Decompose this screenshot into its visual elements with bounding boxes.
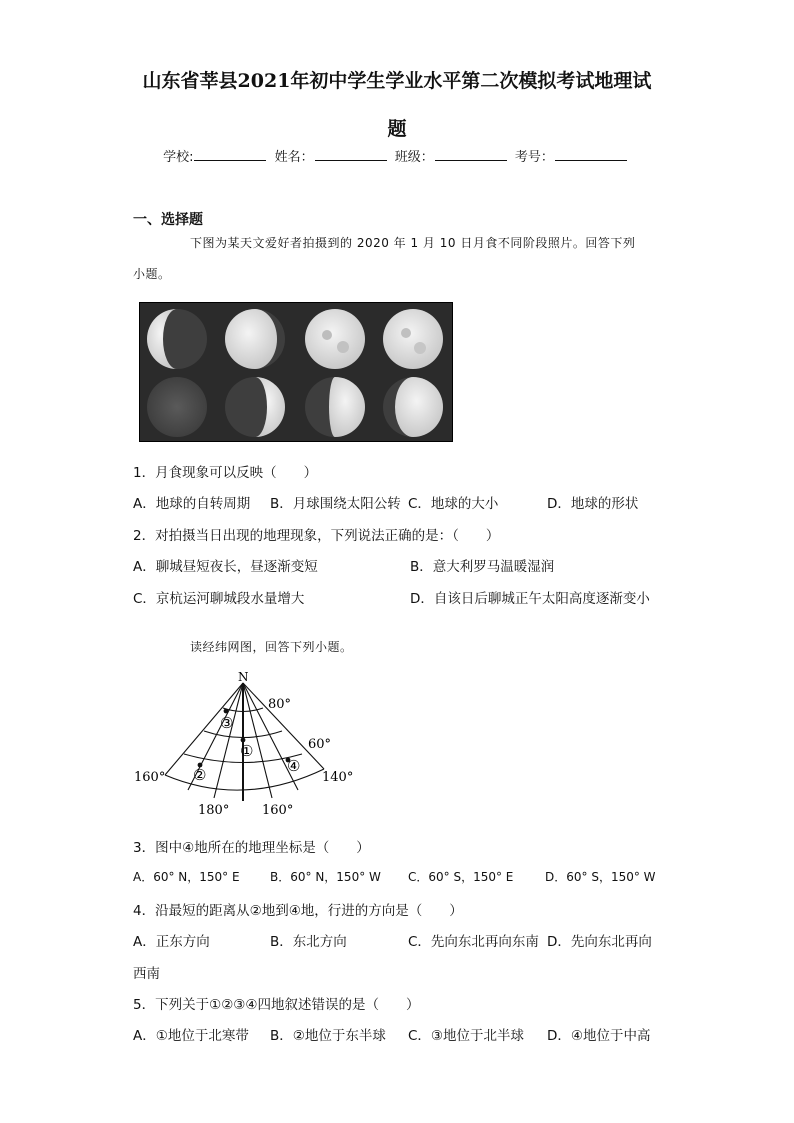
intro-text-line1: 下图为某天文爱好者拍摄到的 2020 年 1 月 10 日月食不同阶段照片。回答下列 [190, 236, 636, 250]
question-5-options [0, 1024, 794, 1046]
q1-option-a[interactable]: A．地球的自转周期 [133, 496, 251, 512]
q5-option-a[interactable]: A．①地位于北寒带 [133, 1028, 249, 1044]
lat-60-label: 60° [308, 737, 332, 752]
q5-option-b[interactable]: B．②地位于东半球 [270, 1028, 386, 1044]
q4-option-d[interactable]: D．先向东北再向 [547, 934, 652, 950]
q1-option-d[interactable]: D．地球的形状 [547, 496, 639, 512]
question-1-options [0, 492, 794, 514]
moon-phase-5 [147, 377, 207, 437]
q2-option-d[interactable]: D．自该日后聊城正午太阳高度逐渐变小 [410, 591, 650, 607]
school-blank [194, 148, 266, 161]
name-label: 姓名： [274, 150, 314, 165]
graticule-diagram [130, 668, 370, 826]
q2-option-b[interactable]: B．意大利罗马温暖湿润 [410, 559, 555, 575]
q1-option-c[interactable]: C．地球的大小 [408, 496, 499, 512]
question-4-options [0, 930, 794, 952]
q5-option-d[interactable]: D．④地位于中高 [547, 1028, 651, 1044]
question-3-options [0, 868, 794, 890]
q2-option-a[interactable]: A．聊城昼短夜长，昼逐渐变短 [133, 559, 318, 575]
moon-phase-3 [305, 309, 365, 369]
q4-option-d-continuation: 西南 [133, 966, 160, 982]
point-4-label: ④ [287, 757, 301, 775]
lon-160-bottom-label: 160° [262, 803, 294, 818]
lon-160-left-label: 160° [134, 770, 166, 785]
student-info-line [0, 146, 794, 165]
page-title-line2: 题 [387, 118, 407, 140]
exam-no-blank [555, 148, 627, 161]
name-blank [315, 148, 387, 161]
q4-option-a[interactable]: A．正东方向 [133, 934, 210, 950]
point-1-label: ① [240, 742, 254, 760]
lunar-eclipse-photo [139, 302, 453, 442]
section-title: 一、选择题 [133, 212, 203, 228]
intro-text-line2: 小题。 [133, 267, 171, 281]
moon-phase-7 [305, 377, 365, 437]
question-2-stem: 2．对拍摄当日出现的地理现象，下列说法正确的是：（ ） [133, 528, 500, 544]
moon-phase-6 [225, 377, 285, 437]
question-2-options-row1 [0, 555, 794, 577]
question-5-stem: 5．下列关于①②③④四地叙述错误的是（ ） [133, 997, 420, 1013]
class-blank [435, 148, 507, 161]
school-label: 学校: [163, 150, 194, 165]
q3-option-b[interactable]: B．60° N，150° W [270, 870, 381, 884]
point-2-label: ② [193, 766, 207, 784]
q5-option-c[interactable]: C．③地位于北半球 [408, 1028, 525, 1044]
q1-option-b[interactable]: B．月球围绕太阳公转 [270, 496, 401, 512]
moon-phase-8 [383, 377, 443, 437]
moon-phase-1 [147, 309, 207, 369]
question-1-stem: 1．月食现象可以反映（ ） [133, 465, 318, 481]
q3-option-d[interactable]: D．60° S，150° W [545, 870, 656, 884]
question-3-stem: 3．图中④地所在的地理坐标是（ ） [133, 840, 370, 856]
q4-option-b[interactable]: B．东北方向 [270, 934, 347, 950]
point-3-label: ③ [220, 714, 234, 732]
q2-option-c[interactable]: C．京杭运河聊城段水量增大 [133, 591, 305, 607]
q3-option-a[interactable]: A．60° N，150° E [133, 870, 240, 884]
q3-option-c[interactable]: C．60° S，150° E [408, 870, 514, 884]
question-2-options-row2 [0, 587, 794, 609]
page-title: 山东省莘县2021年初中学生学业水平第二次模拟考试地理试 [142, 70, 652, 92]
graticule-map [130, 668, 370, 830]
moon-phase-2 [225, 309, 285, 369]
q4-option-c[interactable]: C．先向东北再向东南 [408, 934, 539, 950]
question-4-stem: 4．沿最短的距离从②地到④地，行进的方向是（ ） [133, 903, 463, 919]
pole-label: N [238, 670, 249, 684]
lat-80-label: 80° [268, 697, 292, 712]
lunar-eclipse-phases [140, 303, 452, 441]
moon-phase-4 [383, 309, 443, 369]
lon-180-label: 180° [198, 803, 230, 818]
class-label: 班级： [394, 150, 434, 165]
intro-text-map: 读经纬网图，回答下列小题。 [190, 640, 353, 654]
exam-no-label: 考号： [514, 150, 554, 165]
lon-140-label: 140° [322, 770, 354, 785]
